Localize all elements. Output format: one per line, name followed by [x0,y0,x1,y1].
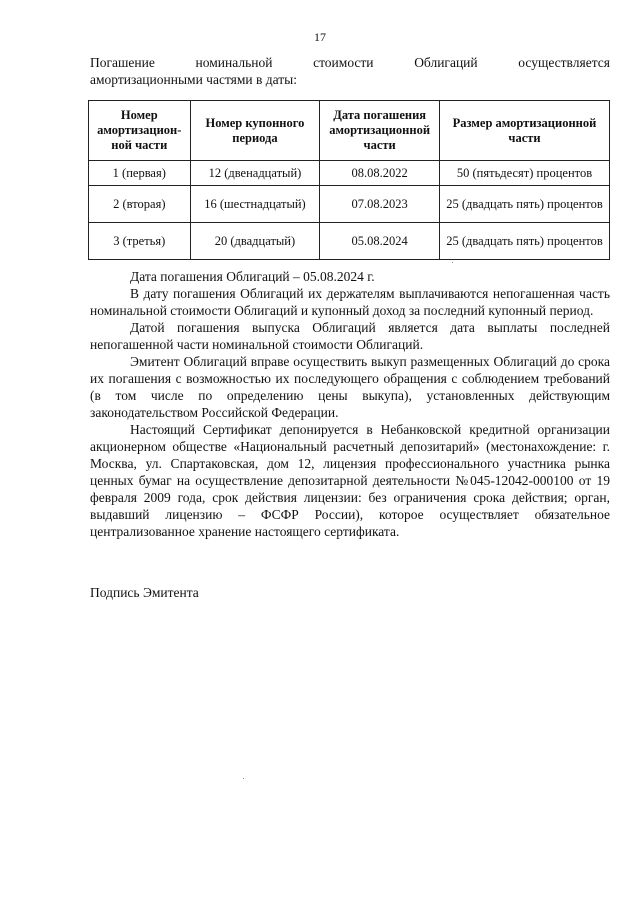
table-cell: 07.08.2023 [320,186,440,223]
intro-word: стоимости [313,55,374,70]
table-cell: 25 (двадцать пять) процентов [440,186,610,223]
intro-word: Облигаций [414,55,478,70]
paragraph-buyback: Эмитент Облигаций вправе осуществить выкуп размещенных Облигаций до срока их погашения с возможностью их последующего обращения с соблюдением требований (в том числе по определению цены выкупа), установленных действующим законодательством Российской Федерации. [90,354,610,420]
intro-line-1 [90,54,610,71]
table-row [89,186,610,223]
column-header: Номер амортизацион-ной части [89,101,191,161]
table-cell: 16 (шестнадцатый) [190,186,320,223]
amortization-table [88,100,610,260]
intro-line-2: амортизационными частями в даты: [90,72,297,87]
body-text [90,268,610,540]
table-cell: 25 (двадцать пять) процентов [440,223,610,260]
intro-word: осуществляется [518,55,610,70]
table-cell: 12 (двенадцатый) [190,161,320,186]
intro-paragraph [90,54,610,88]
column-header: Номер купонного периода [190,101,320,161]
table-cell: 1 (первая) [89,161,191,186]
issuer-signature-label: Подпись Эмитента [90,585,199,600]
scan-speck [452,262,453,263]
table-cell: 05.08.2024 [320,223,440,260]
paragraph-payment: В дату погашения Облигаций их держателям выплачиваются непогашенная часть номинальной стоимости Облигаций и купонный доход за последний купонный период. [90,286,610,318]
column-header: Размер амортизационной части [440,101,610,161]
paragraph-issue-maturity: Датой погашения выпуска Облигаций является дата выплаты последней непогашенной части номинальной стоимости Облигаций. [90,320,610,352]
table-cell: 3 (третья) [89,223,191,260]
table-cell: 08.08.2022 [320,161,440,186]
table-cell: 50 (пятьдесят) процентов [440,161,610,186]
page-number: 17 [314,30,326,44]
paragraph-depository: Настоящий Сертификат депонируется в Небанковской кредитной организации акционерном обществе «Национальный расчетный депозитарий» (местонахождение: г. Москва, ул. Спартаковская, дом 12, лицензия профессионального участника рынка ценных бумаг на осуществление депозитарной деятельности №045-12042-000100 от 19 февраля 2009 года, срок действия лицензии: без ограничения срока действия; орган, выдавший лицензию – ФСФР России), которое осуществляет обязательное централизованное хранение настоящего сертификата. [90,422,610,539]
table-cell: 2 (вторая) [89,186,191,223]
table-cell: 20 (двадцатый) [190,223,320,260]
intro-word: Погашение [90,55,155,70]
table-header-row [89,101,610,161]
scan-speck [243,778,244,779]
column-header: Дата погашения амортизационной части [320,101,440,161]
table-row [89,161,610,186]
table-row [89,223,610,260]
intro-word: номинальной [195,55,273,70]
paragraph-maturity-date: Дата погашения Облигаций – 05.08.2024 г. [130,269,375,284]
